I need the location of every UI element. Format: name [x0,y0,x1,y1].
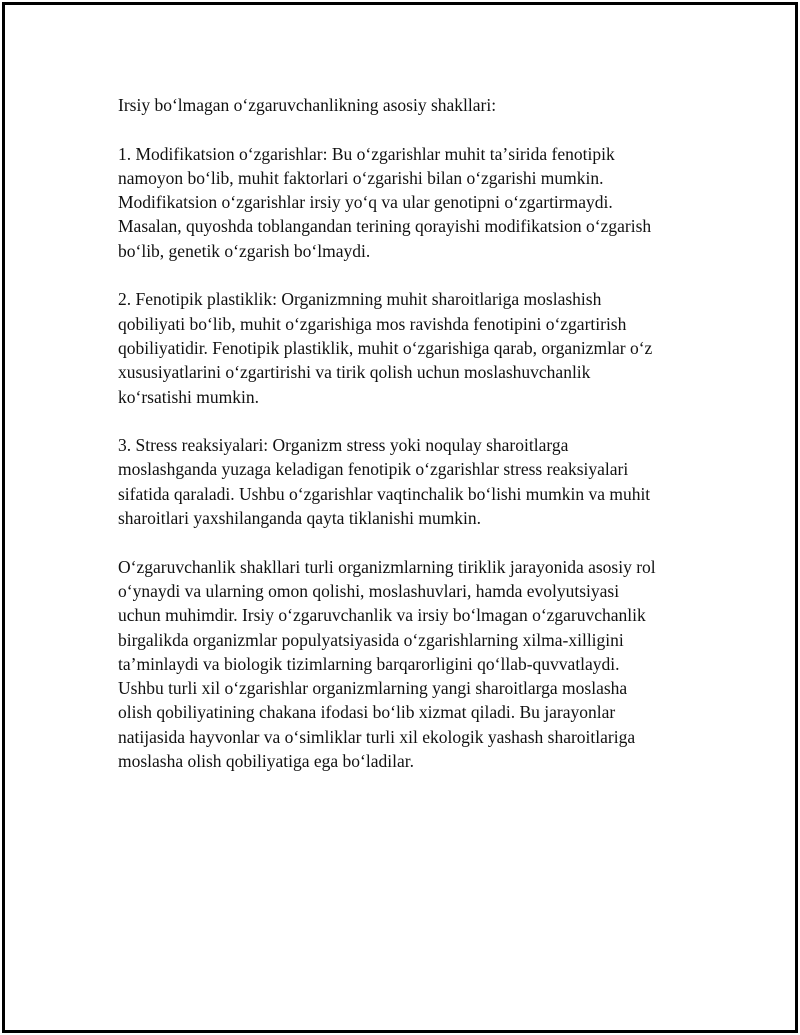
text-line: oʻynaydi va ularning omon qolishi, moslashuvlari, hamda evolyutsiyasi [118,580,620,601]
paragraph-stress-reaksiyalari [118,433,693,530]
text-line: 3. Stress reaksiyalari: Organizm stress yoki noqulay sharoitlarga [118,435,569,456]
text-line: Ushbu turli xil oʻzgarishlar organizmlarning yangi sharoitlarga moslasha [118,678,628,699]
document-body [118,93,693,798]
text-line: Modifikatsion oʻzgarishlar irsiy yoʻq va ular genotipni oʻzgartirmaydi. [118,192,613,213]
text-line: sifatida qaraladi. Ushbu oʻzgarishlar vaqtinchalik boʻlishi mumkin va muhit [118,483,651,504]
text-line: Oʻzgaruvchanlik shakllari turli organizmlarning tiriklik jarayonida asosiy rol [118,556,656,577]
text-line: xususiyatlarini oʻzgartirishi va tirik qolish uchun moslashuvchanlik [118,362,591,383]
text-line: uchun muhimdir. Irsiy oʻzgaruvchanlik va irsiy boʻlmagan oʻzgaruvchanlik [118,605,646,626]
text-line: namoyon boʻlib, muhit faktorlari oʻzgarishi bilan oʻzgarishi mumkin. [118,167,604,188]
paragraph-fenotipik-plastiklik [118,287,693,408]
text-line: boʻlib, genetik oʻzgarish boʻlmaydi. [118,240,371,261]
text-line: 2. Fenotipik plastiklik: Organizmning muhit sharoitlariga moslashish [118,289,602,310]
text-line: olish qobiliyatining chakana ifodasi boʻlib xizmat qiladi. Bu jarayonlar [118,702,616,723]
text-line: moslashganda yuzaga keladigan fenotipik oʻzgarishlar stress reaksiyalari [118,459,629,480]
text-line: natijasida hayvonlar va oʻsimliklar turli xil ekologik yashash sharoitlariga [118,726,636,747]
text-line: sharoitlari yaxshilanganda qayta tiklanishi mumkin. [118,508,482,529]
text-line: taʼminlaydi va biologik tizimlarning barqarorligini qoʻllab-quvvatlaydi. [118,653,620,674]
text-line: qobiliyati boʻlib, muhit oʻzgarishiga mos ravishda fenotipini oʻzgartirish [118,313,627,334]
text-line: 1. Modifikatsion oʻzgarishlar: Bu oʻzgarishlar muhit taʼsirida fenotipik [118,143,615,164]
paragraph-modifikatsion [118,142,693,263]
document-heading: Irsiy boʻlmagan oʻzgaruvchanlikning asosiy shakllari: [118,95,497,115]
text-line: birgalikda organizmlar populyatsiyasida oʻzgarishlarning xilma-xilligini [118,629,624,650]
text-line: moslasha olish qobiliyatiga ega boʻladilar. [118,751,414,772]
text-line: Masalan, quyoshda toblangandan terining qorayishi modifikatsion oʻzgarish [118,216,652,237]
paragraph-conclusion [118,555,693,774]
text-line: qobiliyatidir. Fenotipik plastiklik, muhit oʻzgarishiga qarab, organizmlar oʻz [118,337,653,358]
text-line: koʻrsatishi mumkin. [118,386,259,407]
